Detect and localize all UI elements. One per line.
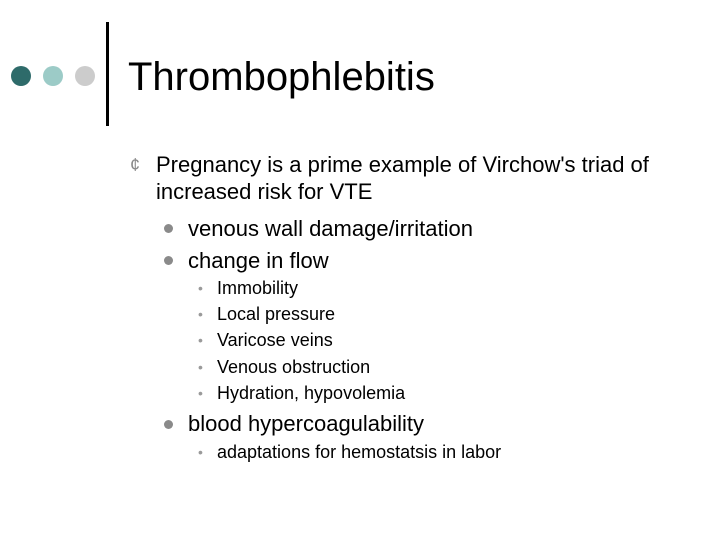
detail-immobility: Immobility <box>217 278 299 298</box>
decorative-dot-1 <box>11 66 31 86</box>
detail-varicose-veins: Varicose veins <box>217 330 333 350</box>
detail-bullet-icon: • <box>198 385 203 401</box>
sub-bullet-icon <box>164 420 173 429</box>
detail-hemostasis: adaptations for hemostatsis in labor <box>217 442 502 462</box>
sub-point-flow: change in flow <box>188 248 329 273</box>
sub-point-venous-wall: venous wall damage/irritation <box>188 216 473 241</box>
sub-point-hypercoagulability: blood hypercoagulability <box>188 411 425 436</box>
slide-title: Thrombophlebitis <box>128 55 435 99</box>
detail-bullet-icon: • <box>198 444 203 460</box>
decorative-dot-2 <box>43 66 63 86</box>
ring-bullet-icon: ¢ <box>130 155 141 175</box>
sub-bullet-icon <box>164 256 173 265</box>
detail-bullet-icon: • <box>198 306 203 322</box>
detail-venous-obstruction: Venous obstruction <box>217 357 371 377</box>
decorative-dot-3 <box>75 66 95 86</box>
detail-bullet-icon: • <box>198 332 203 348</box>
main-point-text: Pregnancy is a prime example of Virchow's triad of increased risk for VTE <box>156 152 649 204</box>
title-divider <box>106 22 109 126</box>
detail-hydration: Hydration, hypovolemia <box>217 383 406 403</box>
detail-local-pressure: Local pressure <box>217 304 336 324</box>
detail-bullet-icon: • <box>198 280 203 296</box>
detail-bullet-icon: • <box>198 359 203 375</box>
sub-bullet-icon <box>164 224 173 233</box>
